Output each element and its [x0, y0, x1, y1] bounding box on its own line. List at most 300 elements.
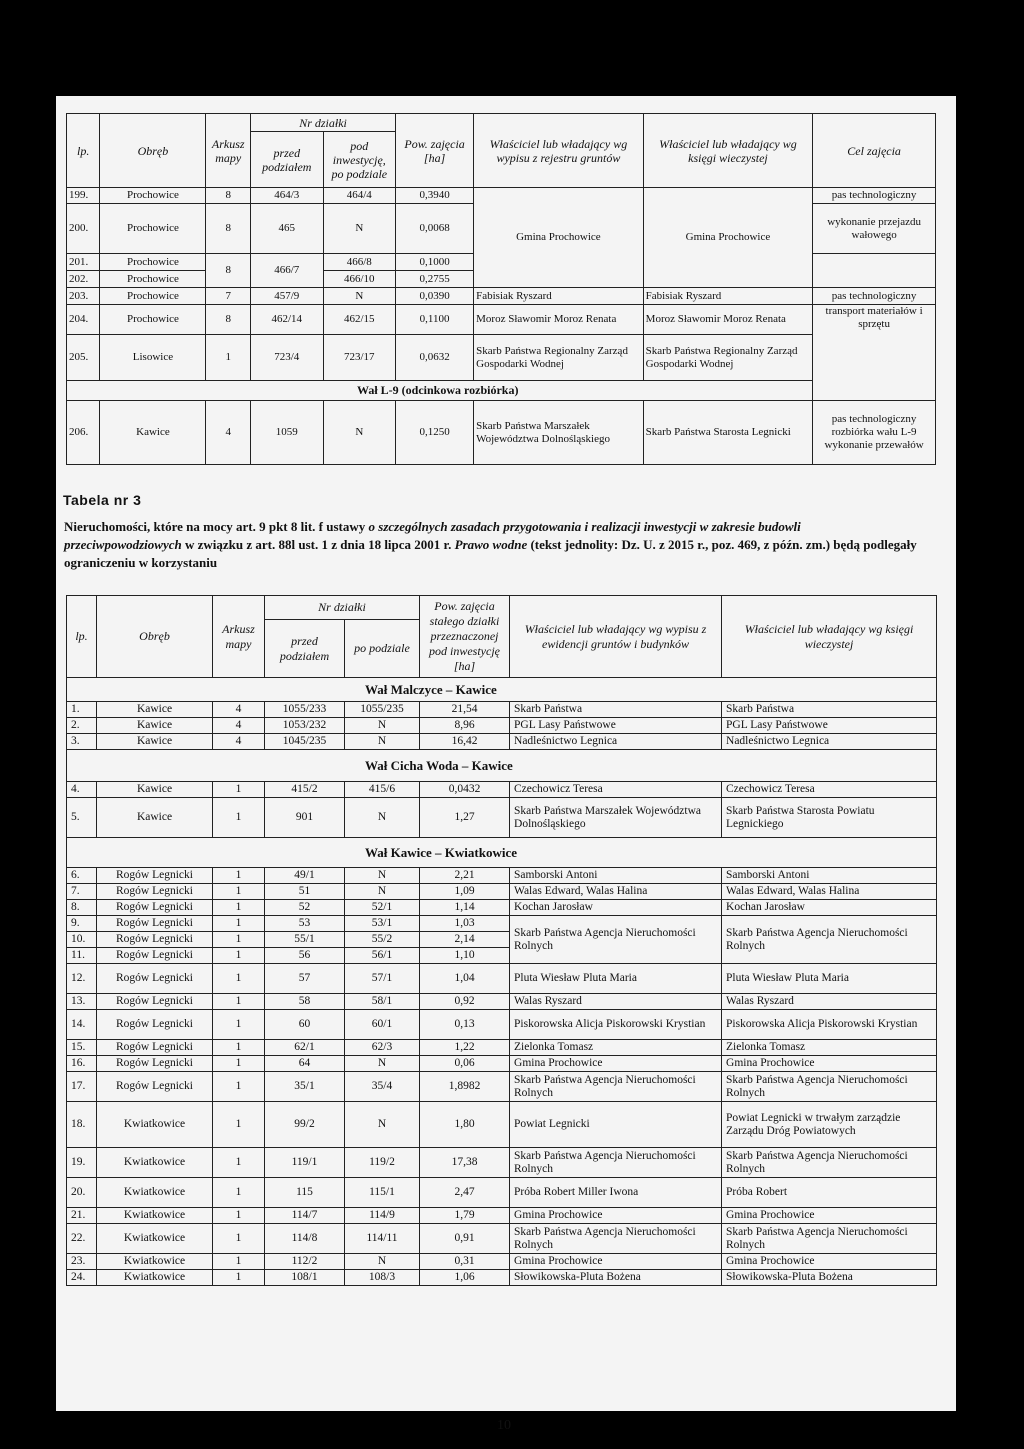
cell-wl1: Walas Ryszard: [510, 994, 722, 1010]
table-row: [67, 702, 937, 718]
cell-arkusz: 1: [213, 1010, 265, 1040]
cell-obreb: Kawice: [100, 401, 206, 465]
cell-po: 58/1: [345, 994, 420, 1010]
table-row: [67, 916, 937, 932]
cell-pow: 17,38: [420, 1148, 510, 1178]
header-obreb: Obręb: [97, 596, 213, 678]
cell-pow: 1,27: [420, 798, 510, 838]
cell-wl2: Nadleśnictwo Legnica: [722, 734, 937, 750]
cell-arkusz: 1: [213, 932, 265, 948]
cell-arkusz: 8: [206, 305, 251, 335]
cell-po: 56/1: [345, 948, 420, 964]
cell-obreb: Kwiatkowice: [97, 1208, 213, 1224]
table-label: Tabela nr 3: [63, 492, 142, 508]
header-pod: pod inwestycję, po podziale: [323, 132, 396, 188]
cell-po: 53/1: [345, 916, 420, 932]
cell-arkusz: 4: [213, 702, 265, 718]
cell-pow: 0,1000: [396, 254, 474, 271]
cell-pow: 1,10: [420, 948, 510, 964]
cell-przed: 112/2: [265, 1254, 345, 1270]
cell-lp: 7.: [67, 884, 97, 900]
cell-lp: 24.: [67, 1270, 97, 1286]
cell-lp: 17.: [67, 1072, 97, 1102]
table-row: [67, 1208, 937, 1224]
cell-lp: 3.: [67, 734, 97, 750]
cell-wl2: Gmina Prochowice: [643, 188, 813, 288]
header-wl-ewidencja: Właściciel lub władający wg wypisu z ewidencji gruntów i budynków: [510, 596, 722, 678]
cell-cel-empty: [813, 254, 936, 288]
cell-przed: 64: [265, 1056, 345, 1072]
cell-obreb: Prochowice: [100, 254, 206, 271]
cell-lp: 206.: [67, 401, 100, 465]
description-law-name: Prawo wodne: [454, 537, 528, 552]
cell-wl1: Gmina Prochowice: [510, 1208, 722, 1224]
table-row: [67, 1148, 937, 1178]
cell-po: 55/2: [345, 932, 420, 948]
cell-przed: 1059: [251, 401, 324, 465]
table-row: [67, 798, 937, 838]
cell-wl1: Słowikowska-Pluta Bożena: [510, 1270, 722, 1286]
cell-przed: 57: [265, 964, 345, 994]
cell-pow: 0,91: [420, 1224, 510, 1254]
cell-lp: 19.: [67, 1148, 97, 1178]
header-obreb: Obręb: [100, 114, 206, 188]
cell-wl1: PGL Lasy Państwowe: [510, 718, 722, 734]
cell-pow: 0,0390: [396, 288, 474, 305]
cell-przed: 415/2: [265, 782, 345, 798]
cell-wl1: Gmina Prochowice: [474, 188, 644, 288]
cell-pow: 1,8982: [420, 1072, 510, 1102]
cell-obreb: Prochowice: [100, 288, 206, 305]
cell-pow: 0,0068: [396, 204, 474, 254]
header-lp: lp.: [67, 114, 100, 188]
cell-obreb: Kawice: [97, 702, 213, 718]
cell-po: 466/8: [323, 254, 396, 271]
cell-obreb: Prochowice: [100, 305, 206, 335]
cell-pow: 0,3940: [396, 188, 474, 204]
cell-pow: 2,21: [420, 868, 510, 884]
cell-lp: 13.: [67, 994, 97, 1010]
cell-obreb: Kwiatkowice: [97, 1148, 213, 1178]
cell-lp: 11.: [67, 948, 97, 964]
cell-obreb: Rogów Legnicki: [97, 1056, 213, 1072]
cell-lp: 5.: [67, 798, 97, 838]
section-heading: Wał Malczyce – Kawice: [67, 678, 937, 702]
cell-po: 462/15: [323, 305, 396, 335]
table-row: [67, 734, 937, 750]
cell-lp: 23.: [67, 1254, 97, 1270]
cell-arkusz: 1: [213, 916, 265, 932]
cell-pow: 1,14: [420, 900, 510, 916]
cell-obreb: Lisowice: [100, 335, 206, 381]
cell-pow: 8,96: [420, 718, 510, 734]
cell-po: N: [345, 884, 420, 900]
cell-wl1: Skarb Państwa Regionalny Zarząd Gospodarki Wodnej: [474, 335, 644, 381]
cell-po: N: [345, 1254, 420, 1270]
cell-przed: 53: [265, 916, 345, 932]
cell-arkusz: 1: [213, 1208, 265, 1224]
cell-po: N: [323, 288, 396, 305]
cell-obreb: Rogów Legnicki: [97, 868, 213, 884]
cell-lp: 9.: [67, 916, 97, 932]
cell-przed: 1055/233: [265, 702, 345, 718]
cell-obreb: Kwiatkowice: [97, 1254, 213, 1270]
section-description: [64, 518, 920, 572]
cell-cel: pas technologiczny: [813, 288, 936, 305]
cell-przed: 49/1: [265, 868, 345, 884]
cell-pow: 1,80: [420, 1102, 510, 1148]
cell-wl2: Skarb Państwa: [722, 702, 937, 718]
cell-wl2: Moroz Sławomir Moroz Renata: [643, 305, 813, 335]
cell-arkusz: 1: [213, 798, 265, 838]
cell-po: 119/2: [345, 1148, 420, 1178]
cell-pow: 1,09: [420, 884, 510, 900]
cell-pow: 1,79: [420, 1208, 510, 1224]
description-text: Nieruchomości, które na mocy art. 9 pkt 8 lit. f ustawy: [64, 519, 369, 534]
cell-przed: 56: [265, 948, 345, 964]
cell-wl2: Gmina Prochowice: [722, 1056, 937, 1072]
header-cel: Cel zajęcia: [813, 114, 936, 188]
cell-lp: 8.: [67, 900, 97, 916]
cell-przed: 119/1: [265, 1148, 345, 1178]
cell-obreb: Kwiatkowice: [97, 1178, 213, 1208]
cell-przed: 99/2: [265, 1102, 345, 1148]
cell-obreb: Rogów Legnicki: [97, 1072, 213, 1102]
header-wl-ksiega: Właściciel lub władający wg księgi wieczystej: [643, 114, 813, 188]
cell-wl2: PGL Lasy Państwowe: [722, 718, 937, 734]
cell-pow: 0,2755: [396, 271, 474, 288]
table-row: [67, 782, 937, 798]
cell-cel: pas technologiczny rozbiórka wału L-9 wykonanie przewałów: [813, 401, 936, 465]
header-pow: Pow. zajęcia [ha]: [396, 114, 474, 188]
cell-pow: 0,06: [420, 1056, 510, 1072]
cell-przed: 1045/235: [265, 734, 345, 750]
cell-przed: 55/1: [265, 932, 345, 948]
header-nr-dzialki: Nr działki: [265, 596, 420, 620]
cell-arkusz: 1: [213, 948, 265, 964]
cell-arkusz: 1: [213, 884, 265, 900]
cell-arkusz: 1: [213, 1178, 265, 1208]
cell-lp: 16.: [67, 1056, 97, 1072]
cell-arkusz: 1: [213, 1102, 265, 1148]
cell-przed: 465: [251, 204, 324, 254]
cell-wl2: Gmina Prochowice: [722, 1254, 937, 1270]
cell-arkusz: 1: [213, 1072, 265, 1102]
cell-pow: 0,1250: [396, 401, 474, 465]
cell-obreb: Rogów Legnicki: [97, 1040, 213, 1056]
cell-po: N: [345, 868, 420, 884]
cell-wl2: Próba Robert: [722, 1178, 937, 1208]
cell-arkusz: 4: [206, 401, 251, 465]
cell-po: 60/1: [345, 1010, 420, 1040]
cell-wl1: Walas Edward, Walas Halina: [510, 884, 722, 900]
cell-arkusz: 1: [206, 335, 251, 381]
cell-przed: 457/9: [251, 288, 324, 305]
cell-wl2: Słowikowska-Pluta Bożena: [722, 1270, 937, 1286]
cell-przed: 114/7: [265, 1208, 345, 1224]
cell-wl1: Powiat Legnicki: [510, 1102, 722, 1148]
header-arkusz: Arkusz mapy: [206, 114, 251, 188]
cell-pow: 0,1100: [396, 305, 474, 335]
description-text: w związku z art. 88l ust. 1 z dnia 18 lipca 2001 r.: [181, 537, 455, 552]
cell-arkusz: 1: [213, 1224, 265, 1254]
cell-lp: 199.: [67, 188, 100, 204]
cell-obreb: Prochowice: [100, 271, 206, 288]
cell-po: 57/1: [345, 964, 420, 994]
cell-pow: 1,04: [420, 964, 510, 994]
cell-pow: 1,22: [420, 1040, 510, 1056]
cell-arkusz: 1: [213, 1056, 265, 1072]
table-row: [67, 1040, 937, 1056]
cell-przed: 464/3: [251, 188, 324, 204]
cell-wl1: Skarb Państwa Agencja Nieruchomości Rolnych: [510, 916, 722, 964]
cell-po: N: [323, 204, 396, 254]
cell-lp: 12.: [67, 964, 97, 994]
cell-po: 723/17: [323, 335, 396, 381]
cell-pow: 21,54: [420, 702, 510, 718]
cell-po: 115/1: [345, 1178, 420, 1208]
header-lp: lp.: [67, 596, 97, 678]
cell-obreb: Prochowice: [100, 204, 206, 254]
cell-po: 35/4: [345, 1072, 420, 1102]
header-przed: przed podziałem: [251, 132, 324, 188]
cell-arkusz: 1: [213, 900, 265, 916]
cell-po: N: [345, 734, 420, 750]
cell-pow: 2,47: [420, 1178, 510, 1208]
cell-arkusz: 1: [213, 1270, 265, 1286]
cell-obreb: Rogów Legnicki: [97, 994, 213, 1010]
cell-wl2: Skarb Państwa Starosta Powiatu Legnickiego: [722, 798, 937, 838]
cell-pow: 0,0432: [420, 782, 510, 798]
cell-wl2: Czechowicz Teresa: [722, 782, 937, 798]
cell-po: N: [345, 718, 420, 734]
cell-wl2: Samborski Antoni: [722, 868, 937, 884]
cell-lp: 14.: [67, 1010, 97, 1040]
cell-przed: 108/1: [265, 1270, 345, 1286]
cell-wl2: Walas Ryszard: [722, 994, 937, 1010]
cell-cel: pas technologiczny: [813, 188, 936, 204]
description-text: (tekst jednolity: Dz. U. z 2015 r., poz. 469, z późn. zm.) będą podlegały ograniczeniu w korzystaniu: [64, 537, 917, 570]
section-heading: Wał L-9 (odcinkowa rozbiórka): [67, 381, 813, 401]
cell-po: 464/4: [323, 188, 396, 204]
cell-lp: 15.: [67, 1040, 97, 1056]
table-row: [67, 1102, 937, 1148]
header-pow: Pow. zajęcia stałego działki przeznaczonej pod inwestycję [ha]: [420, 596, 510, 678]
cell-wl2: Zielonka Tomasz: [722, 1040, 937, 1056]
header-wl-ksiega: Właściciel lub władający wg księgi wieczystej: [722, 596, 937, 678]
cell-arkusz: 8: [206, 188, 251, 204]
cell-po: 62/3: [345, 1040, 420, 1056]
cell-wl2: Gmina Prochowice: [722, 1208, 937, 1224]
cell-wl1: Skarb Państwa Agencja Nieruchomości Rolnych: [510, 1148, 722, 1178]
cell-przed: 901: [265, 798, 345, 838]
cell-lp: 21.: [67, 1208, 97, 1224]
cell-wl2: Skarb Państwa Agencja Nieruchomości Rolnych: [722, 916, 937, 964]
cell-wl1: Gmina Prochowice: [510, 1056, 722, 1072]
table-row: [67, 964, 937, 994]
table-row: [67, 1224, 937, 1254]
cell-wl1: Moroz Sławomir Moroz Renata: [474, 305, 644, 335]
cell-lp: 201.: [67, 254, 100, 271]
header-wl-rejestr: Właściciel lub władający wg wypisu z rejestru gruntów: [474, 114, 644, 188]
cell-wl1: Nadleśnictwo Legnica: [510, 734, 722, 750]
cell-wl2: Skarb Państwa Starosta Legnicki: [643, 401, 813, 465]
cell-po: 114/11: [345, 1224, 420, 1254]
cell-arkusz: 4: [213, 734, 265, 750]
cell-przed: 115: [265, 1178, 345, 1208]
cell-po: 415/6: [345, 782, 420, 798]
cell-lp: 1.: [67, 702, 97, 718]
cell-po: N: [345, 1102, 420, 1148]
cell-obreb: Kawice: [97, 782, 213, 798]
cell-po: 466/10: [323, 271, 396, 288]
cell-wl2: Skarb Państwa Agencja Nieruchomości Rolnych: [722, 1148, 937, 1178]
table-row: [67, 1056, 937, 1072]
table-row: [67, 900, 937, 916]
table-row: [67, 718, 937, 734]
cell-pow: 0,31: [420, 1254, 510, 1270]
cell-wl1: Piskorowska Alicja Piskorowski Krystian: [510, 1010, 722, 1040]
cell-obreb: Rogów Legnicki: [97, 1010, 213, 1040]
cell-przed: 58: [265, 994, 345, 1010]
cell-obreb: Rogów Legnicki: [97, 932, 213, 948]
table-row: [67, 1178, 937, 1208]
cell-wl2: Skarb Państwa Agencja Nieruchomości Rolnych: [722, 1224, 937, 1254]
cell-wl1: Fabisiak Ryszard: [474, 288, 644, 305]
header-arkusz: Arkusz mapy: [213, 596, 265, 678]
cell-wl2: Walas Edward, Walas Halina: [722, 884, 937, 900]
cell-arkusz: 1: [213, 994, 265, 1010]
cell-cel: transport materiałów i sprzętu: [813, 305, 936, 401]
table-3: [66, 595, 937, 1286]
cell-lp: 202.: [67, 271, 100, 288]
cell-lp: 18.: [67, 1102, 97, 1148]
section-heading: Wał Cicha Woda – Kawice: [67, 750, 937, 782]
cell-lp: 20.: [67, 1178, 97, 1208]
cell-obreb: Kwiatkowice: [97, 1102, 213, 1148]
cell-arkusz: 1: [213, 782, 265, 798]
cell-wl1: Próba Robert Miller Iwona: [510, 1178, 722, 1208]
cell-przed: 114/8: [265, 1224, 345, 1254]
cell-po: N: [323, 401, 396, 465]
cell-cel: wykonanie przejazdu wałowego: [813, 204, 936, 254]
cell-wl2: Skarb Państwa Agencja Nieruchomości Rolnych: [722, 1072, 937, 1102]
cell-wl1: Pluta Wiesław Pluta Maria: [510, 964, 722, 994]
table-row: [67, 868, 937, 884]
cell-pow: 1,06: [420, 1270, 510, 1286]
cell-obreb: Kawice: [97, 798, 213, 838]
cell-obreb: Rogów Legnicki: [97, 884, 213, 900]
cell-obreb: Rogów Legnicki: [97, 916, 213, 932]
cell-po: N: [345, 798, 420, 838]
cell-obreb: Prochowice: [100, 188, 206, 204]
cell-po: 1055/235: [345, 702, 420, 718]
cell-pow: 0,13: [420, 1010, 510, 1040]
cell-przed: 60: [265, 1010, 345, 1040]
cell-wl2: Skarb Państwa Regionalny Zarząd Gospodarki Wodnej: [643, 335, 813, 381]
cell-przed: 35/1: [265, 1072, 345, 1102]
header-nr-dzialki: Nr działki: [251, 114, 396, 132]
page-number: 10: [497, 1418, 511, 1433]
section-heading: Wał Kawice – Kwiatkowice: [67, 838, 937, 868]
cell-arkusz: 1: [213, 1254, 265, 1270]
cell-lp: 2.: [67, 718, 97, 734]
cell-wl2: Kochan Jarosław: [722, 900, 937, 916]
cell-lp: 203.: [67, 288, 100, 305]
header-przed: przed podziałem: [265, 620, 345, 678]
cell-lp: 6.: [67, 868, 97, 884]
cell-lp: 10.: [67, 932, 97, 948]
cell-przed: 723/4: [251, 335, 324, 381]
cell-przed: 52: [265, 900, 345, 916]
cell-lp: 22.: [67, 1224, 97, 1254]
cell-arkusz: 4: [213, 718, 265, 734]
cell-lp: 205.: [67, 335, 100, 381]
cell-przed: 62/1: [265, 1040, 345, 1056]
table-row: [67, 1270, 937, 1286]
table-row: [67, 1072, 937, 1102]
cell-po: 114/9: [345, 1208, 420, 1224]
cell-wl1: Kochan Jarosław: [510, 900, 722, 916]
cell-po: 52/1: [345, 900, 420, 916]
cell-pow: 2,14: [420, 932, 510, 948]
cell-obreb: Rogów Legnicki: [97, 964, 213, 994]
cell-arkusz: 8: [206, 204, 251, 254]
cell-po: N: [345, 1056, 420, 1072]
cell-wl2: Pluta Wiesław Pluta Maria: [722, 964, 937, 994]
cell-wl1: Skarb Państwa Agencja Nieruchomości Rolnych: [510, 1224, 722, 1254]
cell-wl1: Skarb Państwa Marszałek Województwa Dolnośląskiego: [474, 401, 644, 465]
cell-wl2: Powiat Legnicki w trwałym zarządzie Zarządu Dróg Powiatowych: [722, 1102, 937, 1148]
cell-arkusz: 8: [206, 254, 251, 288]
cell-lp: 204.: [67, 305, 100, 335]
cell-arkusz: 1: [213, 868, 265, 884]
cell-przed: 51: [265, 884, 345, 900]
cell-wl1: Zielonka Tomasz: [510, 1040, 722, 1056]
table-row: [67, 994, 937, 1010]
cell-obreb: Kwiatkowice: [97, 1270, 213, 1286]
cell-arkusz: 1: [213, 1148, 265, 1178]
cell-po: 108/3: [345, 1270, 420, 1286]
table-row: [67, 1010, 937, 1040]
cell-obreb: Kawice: [97, 718, 213, 734]
cell-wl2: Piskorowska Alicja Piskorowski Krystian: [722, 1010, 937, 1040]
description-law-title: o szczególnych zasadach przygotowania i realizacji inwestycji w zakresie budowli przeciwpowodziowych: [64, 519, 801, 552]
document-page: [56, 96, 956, 1411]
cell-wl1: Skarb Państwa: [510, 702, 722, 718]
cell-wl1: Skarb Państwa Marszałek Województwa Dolnośląskiego: [510, 798, 722, 838]
header-po: po podziale: [345, 620, 420, 678]
cell-przed: 466/7: [251, 254, 324, 288]
cell-obreb: Rogów Legnicki: [97, 948, 213, 964]
cell-obreb: Rogów Legnicki: [97, 900, 213, 916]
cell-lp: 200.: [67, 204, 100, 254]
table-1: [66, 113, 936, 465]
cell-pow: 0,92: [420, 994, 510, 1010]
cell-obreb: Kwiatkowice: [97, 1224, 213, 1254]
table-row: [67, 1254, 937, 1270]
cell-pow: 1,03: [420, 916, 510, 932]
cell-wl2: Fabisiak Ryszard: [643, 288, 813, 305]
table-row: [67, 884, 937, 900]
cell-arkusz: 1: [213, 964, 265, 994]
cell-przed: 462/14: [251, 305, 324, 335]
cell-pow: 16,42: [420, 734, 510, 750]
cell-arkusz: 7: [206, 288, 251, 305]
cell-wl1: Skarb Państwa Agencja Nieruchomości Rolnych: [510, 1072, 722, 1102]
cell-obreb: Kawice: [97, 734, 213, 750]
cell-przed: 1053/232: [265, 718, 345, 734]
